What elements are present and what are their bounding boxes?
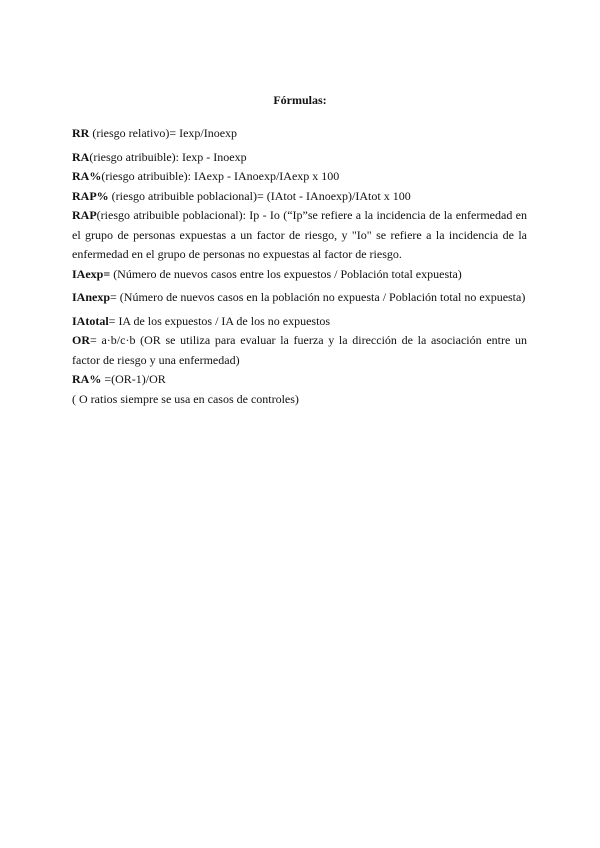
formula-term: IAtotal — [72, 313, 109, 328]
formula-term: RA% — [72, 169, 102, 183]
formula-rap-percent — [72, 187, 527, 207]
formula-term: RA — [72, 149, 90, 164]
formula-iatotal — [72, 312, 527, 332]
formula-term: RA% — [72, 372, 102, 386]
formula-text: (riesgo atribuible): IAexp - IAnoexp/IAexp x 100 — [101, 169, 340, 183]
page-title: Fórmulas: — [273, 93, 327, 107]
formula-ianexp — [72, 288, 527, 308]
formula-text: =(OR-1)/OR — [101, 372, 166, 386]
formula-term: RR — [72, 126, 90, 140]
formula-term: RAP — [72, 208, 97, 222]
formula-text: = (Número de nuevos casos en la población no expuesta / Población total no expuesta) — [110, 290, 526, 304]
formula-term: RAP% — [72, 188, 109, 203]
formula-text: = IA de los expuestos / IA de los no expuestos — [108, 313, 331, 328]
formula-term: IAexp= — [72, 266, 111, 281]
formula-ra-percent — [72, 167, 527, 187]
formula-term: OR — [72, 333, 90, 347]
formula-ra — [72, 148, 527, 168]
formula-term: IAnexp — [72, 290, 111, 304]
formula-text: = a·b/c·b (OR se utiliza para evaluar la fuerza y la dirección de la asociación entre un factor de riesgo y una enfermedad) — [72, 333, 527, 367]
formula-text: (riesgo atribuible poblacional)= (IAtot - IAnoexp)/IAtot x 100 — [108, 188, 411, 203]
note: ( O ratios siempre se usa en casos de controles) — [72, 391, 299, 406]
formula-text: (Número de nuevos casos entre los expuestos / Población total expuesta) — [110, 266, 462, 281]
formula-text: (riesgo atribuible poblacional): Ip - Io (“Ip”se refiere a la incidencia de la enfermedad en el grupo de personas expuestas a un factor de riesgo, y "Io" se refiere a la incidencia de la enfermedad en el grupo de personas no expuestas al factor de riesgo. — [72, 208, 527, 261]
formula-iaexp — [72, 265, 527, 285]
formula-text: (riesgo relativo)= Iexp/Inoexp — [89, 126, 238, 140]
formula-text: (riesgo atribuible): Iexp - Inoexp — [89, 149, 247, 164]
formula-rap — [72, 206, 527, 265]
formula-ra-percent-or — [72, 370, 527, 390]
formula-or — [72, 331, 527, 370]
formula-rr — [72, 124, 527, 144]
formula-list — [72, 124, 527, 409]
